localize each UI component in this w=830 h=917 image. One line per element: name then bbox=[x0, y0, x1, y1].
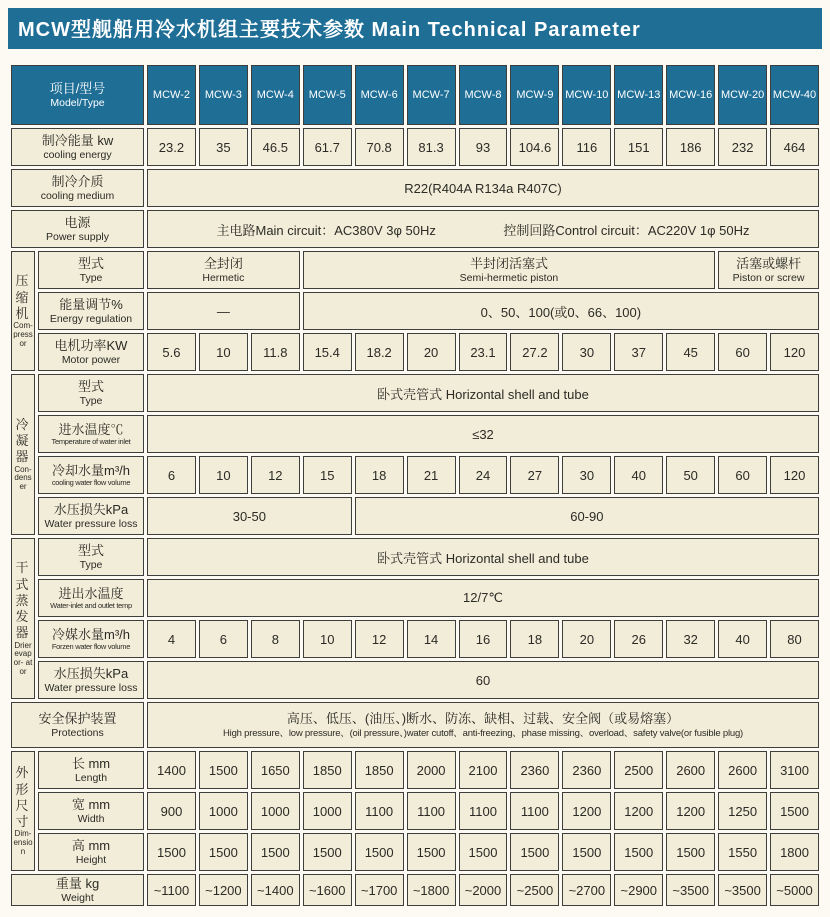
model-header-cell: MCW-16 bbox=[666, 65, 715, 125]
value-cell: 93 bbox=[459, 128, 508, 166]
value-cell: 1500 bbox=[459, 833, 508, 871]
value-cell: 2100 bbox=[459, 751, 508, 789]
value-cell: 12 bbox=[251, 456, 300, 494]
value-cell: 1500 bbox=[614, 833, 663, 871]
cooling-medium-label: 制冷介质 cooling medium bbox=[11, 169, 144, 207]
value-cell: 900 bbox=[147, 792, 196, 830]
model-header-cell: MCW-8 bbox=[459, 65, 508, 125]
value-cell: ~1800 bbox=[407, 874, 456, 906]
model-type-header bbox=[11, 65, 144, 125]
value-cell: 37 bbox=[614, 333, 663, 371]
value-cell: 1250 bbox=[718, 792, 767, 830]
length-row bbox=[11, 751, 819, 789]
spec-table bbox=[8, 62, 822, 909]
value-cell: 6 bbox=[199, 620, 248, 658]
value-cell: 30 bbox=[562, 333, 611, 371]
compressor-type-screw: 活塞或螺杆 Piston or screw bbox=[718, 251, 819, 289]
dimension-section-label: 外形尺寸 Dim- ension bbox=[11, 751, 35, 871]
value-cell: 18 bbox=[510, 620, 559, 658]
value-cell: 120 bbox=[770, 333, 819, 371]
value-cell: 1550 bbox=[718, 833, 767, 871]
value-cell: ~2700 bbox=[562, 874, 611, 906]
protections-value: 高压、低压、(油压、)断水、防冻、缺相、过载、安全阀（或易熔塞） High pressure、low pressure、(oil pressure、)water cutoff、anti-freezing、phase missing、overload、safety valve(or fusible plug) bbox=[147, 702, 819, 748]
value-cell: 1500 bbox=[355, 833, 404, 871]
value-cell: 104.6 bbox=[510, 128, 559, 166]
value-cell: 23.2 bbox=[147, 128, 196, 166]
condenser-type-value: 卧式壳管式 Horizontal shell and tube bbox=[147, 374, 819, 412]
value-cell: 40 bbox=[614, 456, 663, 494]
value-cell: 3100 bbox=[770, 751, 819, 789]
cooling-energy-row bbox=[11, 128, 819, 166]
cooling-medium-row bbox=[11, 169, 819, 207]
value-cell: 1000 bbox=[199, 792, 248, 830]
value-cell: 24 bbox=[459, 456, 508, 494]
model-header-cell: MCW-13 bbox=[614, 65, 663, 125]
value-cell: 2500 bbox=[614, 751, 663, 789]
compressor-section-label: 压缩机 Com- pressor bbox=[11, 251, 35, 371]
motor-power-label: 电机功率KW Motor power bbox=[38, 333, 144, 371]
value-cell: 1000 bbox=[251, 792, 300, 830]
value-cell: 2360 bbox=[510, 751, 559, 789]
value-cell: ~2900 bbox=[614, 874, 663, 906]
model-header-cell: MCW-10 bbox=[562, 65, 611, 125]
value-cell: 14 bbox=[407, 620, 456, 658]
length-label: 长 mm Length bbox=[38, 751, 144, 789]
model-header-cell: MCW-7 bbox=[407, 65, 456, 125]
value-cell: 232 bbox=[718, 128, 767, 166]
value-cell: 20 bbox=[407, 333, 456, 371]
value-cell: 1100 bbox=[459, 792, 508, 830]
width-label: 宽 mm Width bbox=[38, 792, 144, 830]
value-cell: ~3500 bbox=[666, 874, 715, 906]
model-header-cell: MCW-4 bbox=[251, 65, 300, 125]
value-cell: 8 bbox=[251, 620, 300, 658]
value-cell: 2000 bbox=[407, 751, 456, 789]
value-cell: 23.1 bbox=[459, 333, 508, 371]
cooling-energy-label: 制冷能量 kw cooling energy bbox=[11, 128, 144, 166]
value-cell: 116 bbox=[562, 128, 611, 166]
value-cell: 1500 bbox=[770, 792, 819, 830]
value-cell: 61.7 bbox=[303, 128, 352, 166]
inlet-temp-row bbox=[11, 415, 819, 453]
value-cell: 186 bbox=[666, 128, 715, 166]
value-cell: 1500 bbox=[251, 833, 300, 871]
value-cell: ~1600 bbox=[303, 874, 352, 906]
value-cell: 80 bbox=[770, 620, 819, 658]
value-cell: 120 bbox=[770, 456, 819, 494]
model-header-cell: MCW-2 bbox=[147, 65, 196, 125]
value-cell: 1100 bbox=[510, 792, 559, 830]
motor-power-row bbox=[11, 333, 819, 371]
value-cell: 10 bbox=[199, 333, 248, 371]
value-cell: 1200 bbox=[614, 792, 663, 830]
model-header-cell: MCW-40 bbox=[770, 65, 819, 125]
width-row bbox=[11, 792, 819, 830]
value-cell: 2600 bbox=[666, 751, 715, 789]
value-cell: 1200 bbox=[562, 792, 611, 830]
value-cell: 10 bbox=[303, 620, 352, 658]
value-cell: 1200 bbox=[666, 792, 715, 830]
inlet-temp-label: 进水温度℃ Temperature of water inlet bbox=[38, 415, 144, 453]
value-cell: 1500 bbox=[666, 833, 715, 871]
value-cell: 4 bbox=[147, 620, 196, 658]
value-cell: 60 bbox=[718, 456, 767, 494]
model-header-cell: MCW-3 bbox=[199, 65, 248, 125]
value-cell: ~1400 bbox=[251, 874, 300, 906]
weight-label: 重量 kg Weight bbox=[11, 874, 144, 906]
value-cell: 151 bbox=[614, 128, 663, 166]
value-cell: 26 bbox=[614, 620, 663, 658]
frozen-water-flow-label: 冷媒水量m³/h Forzen water flow volume bbox=[38, 620, 144, 658]
control-circuit-value: 控制回路Control circuit：AC220V 1φ 50Hz bbox=[503, 222, 750, 238]
condenser-type-label: 型式 Type bbox=[38, 374, 144, 412]
value-cell: 1000 bbox=[303, 792, 352, 830]
condenser-section-label: 冷凝器 Con- denser bbox=[11, 374, 35, 535]
value-cell: 60 bbox=[718, 333, 767, 371]
condenser-pressure-loss-low: 30-50 bbox=[147, 497, 352, 535]
header-row bbox=[11, 65, 819, 125]
condenser-pressure-loss-high: 60-90 bbox=[355, 497, 819, 535]
value-cell: 12 bbox=[355, 620, 404, 658]
value-cell: 32 bbox=[666, 620, 715, 658]
value-cell: 1850 bbox=[303, 751, 352, 789]
inout-temp-row bbox=[11, 579, 819, 617]
cooling-water-flow-row bbox=[11, 456, 819, 494]
value-cell: 1100 bbox=[355, 792, 404, 830]
condenser-pressure-loss-row bbox=[11, 497, 819, 535]
model-header-cell: MCW-20 bbox=[718, 65, 767, 125]
energy-regulation-label: 能量调节% Energy regulation bbox=[38, 292, 144, 330]
value-cell: 50 bbox=[666, 456, 715, 494]
value-cell: ~1700 bbox=[355, 874, 404, 906]
protections-label: 安全保护装置 Protections bbox=[11, 702, 144, 748]
value-cell: 1500 bbox=[199, 751, 248, 789]
value-cell: 15.4 bbox=[303, 333, 352, 371]
inlet-temp-value: ≤32 bbox=[147, 415, 819, 453]
value-cell: 81.3 bbox=[407, 128, 456, 166]
power-supply-row bbox=[11, 210, 819, 248]
value-cell: 18.2 bbox=[355, 333, 404, 371]
condenser-type-row bbox=[11, 374, 819, 412]
value-cell: 21 bbox=[407, 456, 456, 494]
value-cell: 16 bbox=[459, 620, 508, 658]
value-cell: ~2000 bbox=[459, 874, 508, 906]
height-label: 高 mm Height bbox=[38, 833, 144, 871]
height-row bbox=[11, 833, 819, 871]
value-cell: 1850 bbox=[355, 751, 404, 789]
value-cell: 1400 bbox=[147, 751, 196, 789]
value-cell: 27.2 bbox=[510, 333, 559, 371]
value-cell: 18 bbox=[355, 456, 404, 494]
power-supply-label: 电源 Power supply bbox=[11, 210, 144, 248]
value-cell: 1500 bbox=[199, 833, 248, 871]
value-cell: 15 bbox=[303, 456, 352, 494]
value-cell: 35 bbox=[199, 128, 248, 166]
header-label-en: Model/Type bbox=[50, 97, 105, 110]
weight-row bbox=[11, 874, 819, 906]
header-label-zh: 项目/型号 bbox=[49, 80, 106, 96]
value-cell: 1650 bbox=[251, 751, 300, 789]
condenser-pressure-loss-label: 水压损失kPa Water pressure loss bbox=[38, 497, 144, 535]
evaporator-type-label: 型式 Type bbox=[38, 538, 144, 576]
energy-regulation-hermetic-value: — bbox=[147, 292, 300, 330]
compressor-type-semi-hermetic: 半封闭活塞式 Semi-hermetic piston bbox=[303, 251, 715, 289]
frozen-water-flow-row bbox=[11, 620, 819, 658]
evaporator-pressure-loss-label: 水压损失kPa Water pressure loss bbox=[38, 661, 144, 699]
value-cell: 1500 bbox=[510, 833, 559, 871]
value-cell: ~2500 bbox=[510, 874, 559, 906]
value-cell: ~1100 bbox=[147, 874, 196, 906]
model-header-cell: MCW-6 bbox=[355, 65, 404, 125]
value-cell: 30 bbox=[562, 456, 611, 494]
compressor-type-hermetic: 全封闭 Hermetic bbox=[147, 251, 300, 289]
compressor-type-label: 型式 Type bbox=[38, 251, 144, 289]
value-cell: 1800 bbox=[770, 833, 819, 871]
evaporator-pressure-loss-row bbox=[11, 661, 819, 699]
value-cell: 464 bbox=[770, 128, 819, 166]
main-circuit-value: 主电路Main circuit：AC380V 3φ 50Hz bbox=[216, 222, 436, 238]
value-cell: 40 bbox=[718, 620, 767, 658]
value-cell: 5.6 bbox=[147, 333, 196, 371]
value-cell: 45 bbox=[666, 333, 715, 371]
value-cell: ~5000 bbox=[770, 874, 819, 906]
value-cell: 46.5 bbox=[251, 128, 300, 166]
value-cell: 27 bbox=[510, 456, 559, 494]
model-header-cell: MCW-9 bbox=[510, 65, 559, 125]
inout-temp-label: 进出水温度 Water-inlet and outlet temp bbox=[38, 579, 144, 617]
page-title: MCW型舰船用冷水机组主要技术参数 Main Technical Parameter bbox=[8, 8, 822, 49]
value-cell: 1500 bbox=[562, 833, 611, 871]
value-cell: 6 bbox=[147, 456, 196, 494]
value-cell: ~1200 bbox=[199, 874, 248, 906]
value-cell: 1500 bbox=[303, 833, 352, 871]
evaporator-type-row bbox=[11, 538, 819, 576]
value-cell: ~3500 bbox=[718, 874, 767, 906]
value-cell: 11.8 bbox=[251, 333, 300, 371]
power-supply-value bbox=[147, 210, 819, 248]
evaporator-pressure-loss-value: 60 bbox=[147, 661, 819, 699]
value-cell: 2360 bbox=[562, 751, 611, 789]
value-cell: 1100 bbox=[407, 792, 456, 830]
energy-regulation-value: 0、50、100(或0、66、100) bbox=[303, 292, 819, 330]
value-cell: 20 bbox=[562, 620, 611, 658]
model-header-cell: MCW-5 bbox=[303, 65, 352, 125]
energy-regulation-row bbox=[11, 292, 819, 330]
value-cell: 1500 bbox=[147, 833, 196, 871]
evaporator-section-label: 干式蒸发器 Drier evapor- ator bbox=[11, 538, 35, 699]
value-cell: 2600 bbox=[718, 751, 767, 789]
value-cell: 70.8 bbox=[355, 128, 404, 166]
compressor-type-row bbox=[11, 251, 819, 289]
protections-row bbox=[11, 702, 819, 748]
cooling-water-flow-label: 冷却水量m³/h cooling water flow volume bbox=[38, 456, 144, 494]
cooling-medium-value: R22(R404A R134a R407C) bbox=[147, 169, 819, 207]
inout-temp-value: 12/7℃ bbox=[147, 579, 819, 617]
value-cell: 1500 bbox=[407, 833, 456, 871]
value-cell: 10 bbox=[199, 456, 248, 494]
evaporator-type-value: 卧式壳管式 Horizontal shell and tube bbox=[147, 538, 819, 576]
